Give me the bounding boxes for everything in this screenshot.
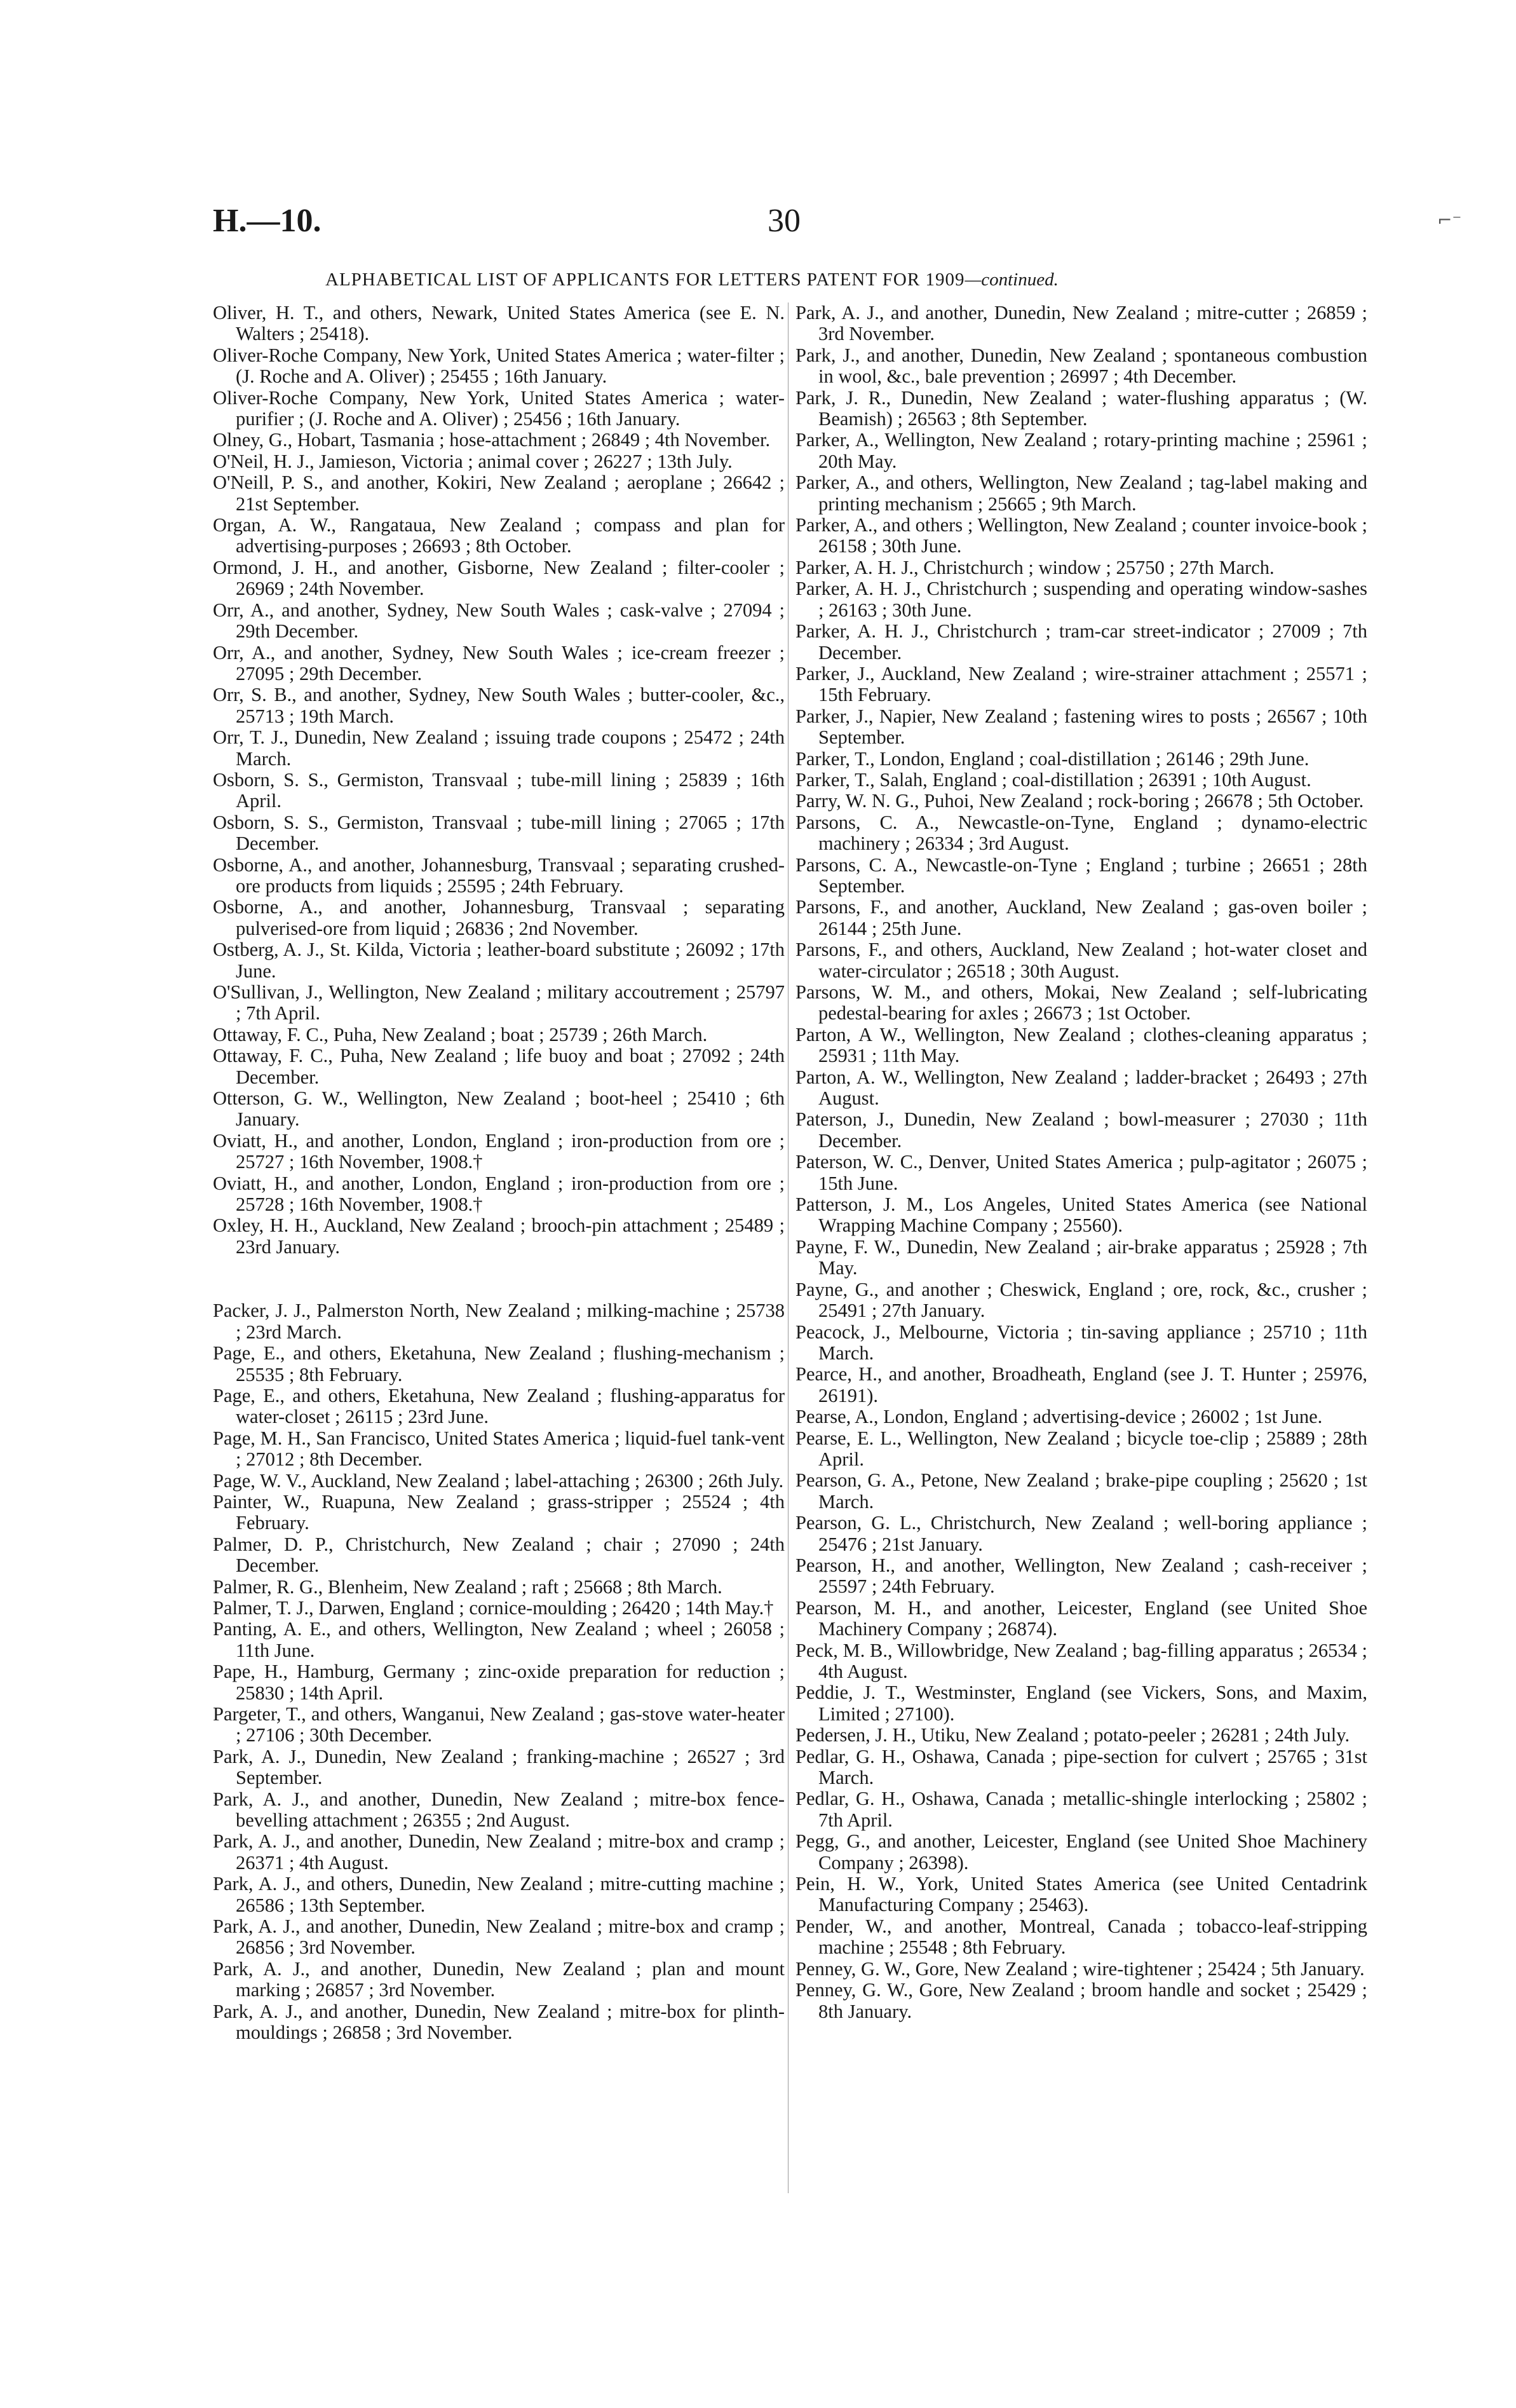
list-item: Pearson, G. A., Petone, New Zealand ; brake-pipe coupling ; 25620 ; 1st March. — [795, 1469, 1367, 1513]
scan-mark-icon: ⌐⁻ — [1437, 210, 1462, 231]
list-item: Orr, A., and another, Sydney, New South Wales ; ice-cream freezer ; 27095 ; 29th December. — [213, 641, 785, 684]
list-item: Park, A. J., and others, Dunedin, New Zealand ; mitre-cutting machine ; 26586 ; 13th September. — [213, 1873, 785, 1916]
list-item: Park, A. J., and another, Dunedin, New Zealand ; mitre-box and cramp ; 26856 ; 3rd November. — [213, 1915, 785, 1959]
list-item: Parker, A., and others ; Wellington, New Zealand ; counter invoice-book ; 26158 ; 30th June. — [795, 514, 1367, 557]
list-item: Packer, J. J., Palmerston North, New Zealand ; milking-machine ; 25738 ; 23rd March. — [213, 1300, 785, 1343]
title-main: ALPHABETICAL LIST OF APPLICANTS FOR LETTERS PATENT FOR 1909 — [325, 269, 965, 290]
right-column — [795, 303, 1367, 2022]
list-item: Patterson, J. M., Los Angeles, United States America (see National Wrapping Machine Company ; 25560). — [795, 1194, 1367, 1237]
list-item: Pearson, M. H., and another, Leicester, England (see United Shoe Machinery Company ; 26874). — [795, 1596, 1367, 1640]
list-item: Osborn, S. S., Germiston, Transvaal ; tube-mill lining ; 25839 ; 16th April. — [213, 768, 785, 812]
list-item: Peck, M. B., Willowbridge, New Zealand ; bag-filling apparatus ; 26534 ; 4th August. — [795, 1639, 1367, 1682]
list-item: Parsons, C. A., Newcastle-on-Tyne, England ; dynamo-electric machinery ; 26334 ; 3rd August. — [795, 811, 1367, 855]
list-item: Parton, A W., Wellington, New Zealand ; clothes-cleaning apparatus ; 25931 ; 11th May. — [795, 1023, 1367, 1067]
list-item: Payne, G., and another ; Cheswick, England ; ore, rock, &c., crusher ; 25491 ; 27th January. — [795, 1278, 1367, 1322]
left-column — [213, 303, 785, 2044]
list-item: Ottaway, F. C., Puha, New Zealand ; boat ; 25739 ; 26th March. — [213, 1023, 708, 1045]
list-item: Pearson, G. L., Christchurch, New Zealand ; well-boring appliance ; 25476 ; 21st January. — [795, 1512, 1367, 1555]
list-item: Olney, G., Hobart, Tasmania ; hose-attachment ; 26849 ; 4th November. — [213, 429, 771, 451]
list-item: Pape, H., Hamburg, Germany ; zinc-oxide preparation for reduction ; 25830 ; 14th April. — [213, 1661, 785, 1704]
list-item: Osborne, A., and another, Johannesburg, Transvaal ; separating crushed-ore products from liquids ; 25595 ; 24th February. — [213, 854, 785, 897]
page-title — [325, 269, 1059, 290]
list-item: Parry, W. N. G., Puhoi, New Zealand ; rock-boring ; 26678 ; 5th October. — [795, 790, 1364, 812]
list-item: Pearse, A., London, England ; advertising-device ; 26002 ; 1st June. — [795, 1406, 1323, 1428]
list-item: Oliver-Roche Company, New York, United States America ; water-purifier ; (J. Roche and A. Oliver) ; 25456 ; 16th January. — [213, 386, 785, 430]
list-item: Peddie, J. T., Westminster, England (see Vickers, Sons, and Maxim, Limited ; 27100). — [795, 1682, 1367, 1725]
entries-o-section — [213, 303, 785, 1258]
list-item: Oxley, H. H., Auckland, New Zealand ; brooch-pin attachment ; 25489 ; 23rd January. — [213, 1214, 785, 1258]
list-item: Parker, T., London, England ; coal-distillation ; 26146 ; 29th June. — [795, 747, 1310, 770]
list-item: Penney, G. W., Gore, New Zealand ; broom handle and socket ; 25429 ; 8th January. — [795, 1979, 1367, 2022]
list-item: Pender, W., and another, Montreal, Canada ; tobacco-leaf-stripping machine ; 25548 ; 8th February. — [795, 1915, 1367, 1959]
list-item: Page, E., and others, Eketahuna, New Zealand ; flushing-mechanism ; 25535 ; 8th February. — [213, 1342, 785, 1385]
list-item: Pearson, H., and another, Wellington, New Zealand ; cash-receiver ; 25597 ; 24th February. — [795, 1554, 1367, 1598]
list-item: Page, W. V., Auckland, New Zealand ; label-attaching ; 26300 ; 26th July. — [213, 1469, 784, 1492]
list-item: Oliver-Roche Company, New York, United States America ; water-filter ; (J. Roche and A. Oliver) ; 25455 ; 16th January. — [213, 344, 785, 388]
list-item: Pein, H. W., York, United States America (see United Centadrink Manufacturing Company ; 25463). — [795, 1873, 1367, 1916]
list-item: Parsons, F., and others, Auckland, New Zealand ; hot-water closet and water-circulator ; 26518 ; 30th August. — [795, 939, 1367, 982]
list-item: Orr, T. J., Dunedin, New Zealand ; issuing trade coupons ; 25472 ; 24th March. — [213, 726, 785, 770]
list-item: Parker, A. H. J., Christchurch ; suspending and operating window-sashes ; 26163 ; 30th June. — [795, 578, 1367, 621]
document-code: H.—10. — [213, 203, 321, 239]
list-item: Parker, A., Wellington, New Zealand ; rotary-printing machine ; 25961 ; 20th May. — [795, 429, 1367, 472]
list-item: Osborn, S. S., Germiston, Transvaal ; tube-mill lining ; 27065 ; 17th December. — [213, 811, 785, 855]
list-item: Ormond, J. H., and another, Gisborne, New Zealand ; filter-cooler ; 26969 ; 24th November. — [213, 556, 785, 600]
list-item: Organ, A. W., Rangataua, New Zealand ; compass and plan for advertising-purposes ; 26693 ; 8th October. — [213, 514, 785, 557]
list-item: Paterson, J., Dunedin, New Zealand ; bowl-measurer ; 27030 ; 11th December. — [795, 1108, 1367, 1152]
list-item: Otterson, G. W., Wellington, New Zealand ; boot-heel ; 25410 ; 6th January. — [213, 1087, 785, 1131]
list-item: O'Neil, H. J., Jamieson, Victoria ; animal cover ; 26227 ; 13th July. — [213, 450, 733, 472]
list-item: Parsons, W. M., and others, Mokai, New Zealand ; self-lubricating pedestal-bearing for axles ; 26673 ; 1st October. — [795, 981, 1367, 1024]
list-item: Parker, A. H. J., Christchurch ; window ; 25750 ; 27th March. — [795, 556, 1275, 578]
list-item: Park, J., and another, Dunedin, New Zealand ; spontaneous combustion in wool, &c., bale prevention ; 26997 ; 4th December. — [795, 344, 1367, 388]
list-item: Pargeter, T., and others, Wanganui, New Zealand ; gas-stove water-heater ; 27106 ; 30th December. — [213, 1703, 785, 1746]
list-item: Parker, T., Salah, England ; coal-distillation ; 26391 ; 10th August. — [795, 768, 1311, 791]
list-item: O'Neill, P. S., and another, Kokiri, New Zealand ; aeroplane ; 26642 ; 21st September. — [213, 472, 785, 515]
page-number: 30 — [768, 203, 801, 239]
list-item: Parsons, C. A., Newcastle-on-Tyne ; England ; turbine ; 26651 ; 28th September. — [795, 854, 1367, 897]
entries-p-continued — [795, 303, 1367, 2022]
list-item: Park, A. J., and another, Dunedin, New Zealand ; mitre-cutter ; 26859 ; 3rd November. — [795, 302, 1367, 345]
list-item: Park, A. J., and another, Dunedin, New Zealand ; mitre-box for plinth-mouldings ; 26858 ; 3rd November. — [213, 2000, 785, 2044]
list-item: Pedlar, G. H., Oshawa, Canada ; metallic-shingle interlocking ; 25802 ; 7th April. — [795, 1788, 1367, 1831]
list-item: Panting, A. E., and others, Wellington, New Zealand ; wheel ; 26058 ; 11th June. — [213, 1618, 785, 1661]
list-item: Oliver, H. T., and others, Newark, United States America (see E. N. Walters ; 25418). — [213, 302, 785, 345]
list-item: Park, A. J., and another, Dunedin, New Zealand ; plan and mount marking ; 26857 ; 3rd November. — [213, 1957, 785, 2001]
list-item: Oviatt, H., and another, London, England ; iron-production from ore ; 25727 ; 16th November, 1908.† — [213, 1129, 785, 1173]
list-item: Ostberg, A. J., St. Kilda, Victoria ; leather-board substitute ; 26092 ; 17th June. — [213, 939, 785, 982]
list-item: Parton, A. W., Wellington, New Zealand ; ladder-bracket ; 26493 ; 27th August. — [795, 1066, 1367, 1110]
list-item: Palmer, R. G., Blenheim, New Zealand ; raft ; 25668 ; 8th March. — [213, 1575, 722, 1598]
list-item: Ottaway, F. C., Puha, New Zealand ; life buoy and boat ; 27092 ; 24th December. — [213, 1045, 785, 1088]
list-item: Park, A. J., Dunedin, New Zealand ; franking-machine ; 26527 ; 3rd September. — [213, 1745, 785, 1789]
list-item: O'Sullivan, J., Wellington, New Zealand ; military accoutrement ; 25797 ; 7th April. — [213, 981, 785, 1024]
list-item: Penney, G. W., Gore, New Zealand ; wire-tightener ; 25424 ; 5th January. — [795, 1957, 1365, 1980]
list-item: Parker, J., Auckland, New Zealand ; wire-strainer attachment ; 25571 ; 15th February. — [795, 662, 1367, 706]
entries-p-section — [213, 1300, 785, 2043]
list-item: Park, J. R., Dunedin, New Zealand ; water-flushing apparatus ; (W. Beamish) ; 26563 ; 8th September. — [795, 386, 1367, 430]
list-item: Peacock, J., Melbourne, Victoria ; tin-saving appliance ; 25710 ; 11th March. — [795, 1321, 1367, 1364]
list-item: Pedlar, G. H., Oshawa, Canada ; pipe-section for culvert ; 25765 ; 31st March. — [795, 1745, 1367, 1789]
list-item: Page, M. H., San Francisco, United States America ; liquid-fuel tank-vent ; 27012 ; 8th December. — [213, 1427, 785, 1471]
list-item: Parker, A., and others, Wellington, New Zealand ; tag-label making and printing mechanism ; 25665 ; 9th March. — [795, 472, 1367, 515]
list-item: Paterson, W. C., Denver, United States America ; pulp-agitator ; 26075 ; 15th June. — [795, 1151, 1367, 1194]
list-item: Pearse, E. L., Wellington, New Zealand ; bicycle toe-clip ; 25889 ; 28th April. — [795, 1427, 1367, 1470]
list-item: Painter, W., Ruapuna, New Zealand ; grass-stripper ; 25524 ; 4th February. — [213, 1490, 785, 1534]
list-item: Parsons, F., and another, Auckland, New Zealand ; gas-oven boiler ; 26144 ; 25th June. — [795, 896, 1367, 939]
title-suffix: —continued. — [964, 269, 1059, 290]
list-item: Palmer, T. J., Darwen, England ; cornice-moulding ; 26420 ; 14th May.† — [213, 1596, 774, 1619]
section-gap — [213, 1258, 785, 1300]
list-item: Osborne, A., and another, Johannesburg, Transvaal ; separating pulverised-ore from liquid ; 26836 ; 2nd November. — [213, 896, 785, 939]
list-item: Pearce, H., and another, Broadheath, England (see J. T. Hunter ; 25976, 26191). — [795, 1363, 1367, 1406]
list-item: Oviatt, H., and another, London, England ; iron-production from ore ; 25728 ; 16th November, 1908.† — [213, 1172, 785, 1216]
list-item: Page, E., and others, Eketahuna, New Zealand ; flushing-apparatus for water-closet ; 26115 ; 23rd June. — [213, 1384, 785, 1428]
list-item: Palmer, D. P., Christchurch, New Zealand ; chair ; 27090 ; 24th December. — [213, 1533, 785, 1577]
list-item: Park, A. J., and another, Dunedin, New Zealand ; mitre-box fence-bevelling attachment ; 26355 ; 2nd August. — [213, 1788, 785, 1832]
list-item: Orr, S. B., and another, Sydney, New South Wales ; butter-cooler, &c., 25713 ; 19th March. — [213, 684, 785, 727]
list-item: Orr, A., and another, Sydney, New South Wales ; cask-valve ; 27094 ; 29th December. — [213, 599, 785, 643]
list-item: Payne, F. W., Dunedin, New Zealand ; air-brake apparatus ; 25928 ; 7th May. — [795, 1235, 1367, 1279]
list-item: Parker, J., Napier, New Zealand ; fastening wires to posts ; 26567 ; 10th September. — [795, 705, 1367, 749]
list-item: Parker, A. H. J., Christchurch ; tram-car street-indicator ; 27009 ; 7th December. — [795, 620, 1367, 663]
list-item: Pedersen, J. H., Utiku, New Zealand ; potato-peeler ; 26281 ; 24th July. — [795, 1724, 1350, 1746]
list-item: Pegg, G., and another, Leicester, England (see United Shoe Machinery Company ; 26398). — [795, 1830, 1367, 1874]
list-item: Park, A. J., and another, Dunedin, New Zealand ; mitre-box and cramp ; 26371 ; 4th August. — [213, 1830, 785, 1874]
